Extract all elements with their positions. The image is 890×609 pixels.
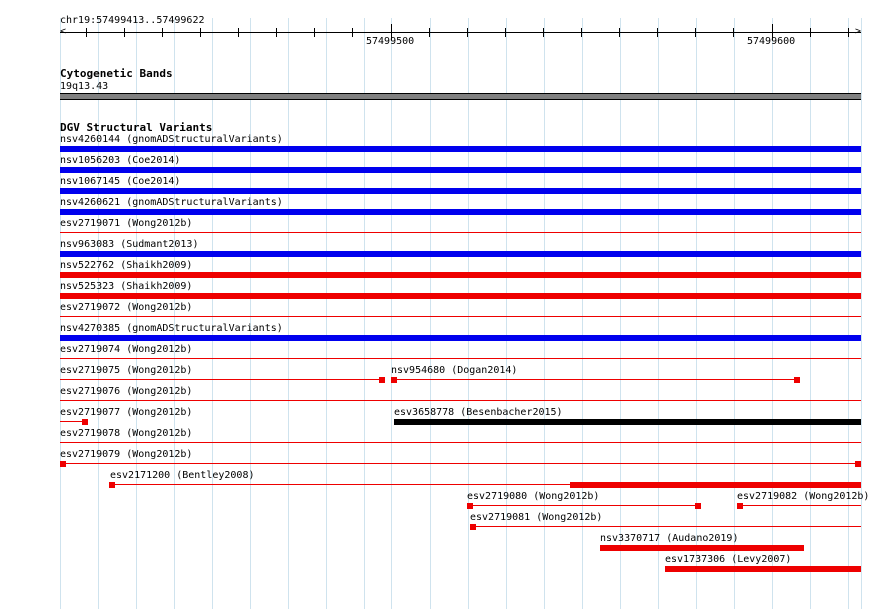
ruler-tick: [238, 28, 239, 37]
grid-line: [848, 18, 849, 609]
ruler-tick: [581, 28, 582, 37]
grid-line: [810, 18, 811, 609]
variant-block[interactable]: [467, 503, 473, 509]
variant-feature[interactable]: [60, 316, 861, 317]
variant-feature[interactable]: [391, 379, 799, 380]
grid-line: [468, 18, 469, 609]
grid-line: [861, 18, 862, 609]
variant-label: nsv4260621 (gnomADStructuralVariants): [60, 197, 283, 208]
dgv-track-title: DGV Structural Variants: [60, 121, 213, 134]
variant-block[interactable]: [82, 419, 88, 425]
variant-label: esv1737306 (Levy2007): [665, 554, 792, 565]
variant-label: esv2719072 (Wong2012b): [60, 302, 193, 313]
cytoband-track-title: Cytogenetic Bands: [60, 67, 173, 80]
ruler-tick: [657, 28, 658, 37]
ruler-tick: [619, 28, 620, 37]
variant-feature[interactable]: [60, 251, 861, 257]
variant-label: esv2719074 (Wong2012b): [60, 344, 193, 355]
variant-label: esv2719081 (Wong2012b): [470, 512, 603, 523]
variant-label: nsv4270385 (gnomADStructuralVariants): [60, 323, 283, 334]
variant-feature[interactable]: [60, 358, 861, 359]
variant-label: esv2719078 (Wong2012b): [60, 428, 193, 439]
variant-feature[interactable]: [60, 188, 861, 194]
variant-label: nsv1056203 (Coe2014): [60, 155, 181, 166]
variant-label: esv2719075 (Wong2012b): [60, 365, 193, 376]
variant-label: esv2719077 (Wong2012b): [60, 407, 193, 418]
grid-line: [60, 18, 61, 609]
variant-label: nsv525323 (Shaikh2009): [60, 281, 193, 292]
ruler-tick: [848, 28, 849, 37]
ruler-axis: [60, 32, 861, 33]
variant-label: esv2171200 (Bentley2008): [110, 470, 255, 481]
ruler-tick: [467, 28, 468, 37]
variant-label: nsv522762 (Shaikh2009): [60, 260, 193, 271]
ruler-tick: [86, 28, 87, 37]
ruler-tick: [810, 28, 811, 37]
ruler-tick: [124, 28, 125, 37]
variant-label: esv3658778 (Besenbacher2015): [394, 407, 563, 418]
variant-block[interactable]: [109, 482, 115, 488]
variant-block[interactable]: [855, 461, 861, 467]
variant-feature[interactable]: [60, 293, 861, 299]
ruler-tick: [162, 28, 163, 37]
ruler-tick-label: 57499500: [366, 36, 415, 47]
grid-line: [212, 18, 213, 609]
variant-feature[interactable]: [60, 335, 861, 341]
variant-feature[interactable]: [60, 463, 861, 464]
ruler-tick: [200, 28, 201, 37]
ruler-tick-label: 57499600: [747, 36, 796, 47]
grid-line: [326, 18, 327, 609]
variant-block[interactable]: [379, 377, 385, 383]
variant-block[interactable]: [794, 377, 800, 383]
variant-feature[interactable]: [60, 442, 861, 443]
variant-block[interactable]: [570, 482, 861, 488]
grid-line: [288, 18, 289, 609]
ruler-tick: [429, 28, 430, 37]
grid-line: [620, 18, 621, 609]
variant-feature[interactable]: [665, 566, 861, 572]
variant-label: nsv963083 (Sudmant2013): [60, 239, 199, 250]
grid-line: [391, 18, 392, 609]
variant-feature[interactable]: [467, 505, 700, 506]
ruler-tick: [314, 28, 315, 37]
variant-feature[interactable]: [60, 400, 861, 401]
variant-label: nsv1067145 (Coe2014): [60, 176, 181, 187]
variant-label: esv2719082 (Wong2012b): [737, 491, 870, 502]
variant-feature[interactable]: [470, 526, 861, 527]
variant-label: nsv954680 (Dogan2014): [391, 365, 518, 376]
variant-label: nsv3370717 (Audano2019): [600, 533, 739, 544]
grid-line: [364, 18, 365, 609]
ruler-tick: [543, 28, 544, 37]
variant-block[interactable]: [737, 503, 743, 509]
cytoband-bar[interactable]: [60, 93, 861, 100]
ruler-tick: [276, 28, 277, 37]
variant-block[interactable]: [391, 377, 397, 383]
variant-block[interactable]: [60, 461, 66, 467]
variant-feature[interactable]: [60, 209, 861, 215]
ruler-tick: [733, 28, 734, 37]
variant-label: esv2719080 (Wong2012b): [467, 491, 600, 502]
grid-line: [430, 18, 431, 609]
cytoband-label: 19q13.43: [60, 81, 109, 92]
variant-feature[interactable]: [600, 545, 804, 551]
grid-line: [658, 18, 659, 609]
ruler-tick: [695, 28, 696, 37]
grid-line: [98, 18, 99, 609]
variant-feature[interactable]: [60, 167, 861, 173]
variant-label: nsv4260144 (gnomADStructuralVariants): [60, 134, 283, 145]
grid-line: [734, 18, 735, 609]
grid-line: [136, 18, 137, 609]
grid-line: [250, 18, 251, 609]
variant-feature[interactable]: [737, 505, 861, 506]
variant-feature[interactable]: [394, 419, 861, 425]
variant-label: esv2719071 (Wong2012b): [60, 218, 193, 229]
variant-block[interactable]: [695, 503, 701, 509]
variant-feature[interactable]: [60, 272, 861, 278]
variant-feature[interactable]: [60, 232, 861, 233]
grid-line: [696, 18, 697, 609]
ruler-tick: [505, 28, 506, 37]
variant-feature[interactable]: [60, 379, 385, 380]
grid-line: [174, 18, 175, 609]
variant-label: esv2719076 (Wong2012b): [60, 386, 193, 397]
variant-label: esv2719079 (Wong2012b): [60, 449, 193, 460]
ruler-tick: [352, 28, 353, 37]
grid-line: [772, 18, 773, 609]
variant-feature[interactable]: [60, 146, 861, 152]
variant-block[interactable]: [470, 524, 476, 530]
ruler-range-label: chr19:57499413..57499622: [60, 15, 205, 26]
